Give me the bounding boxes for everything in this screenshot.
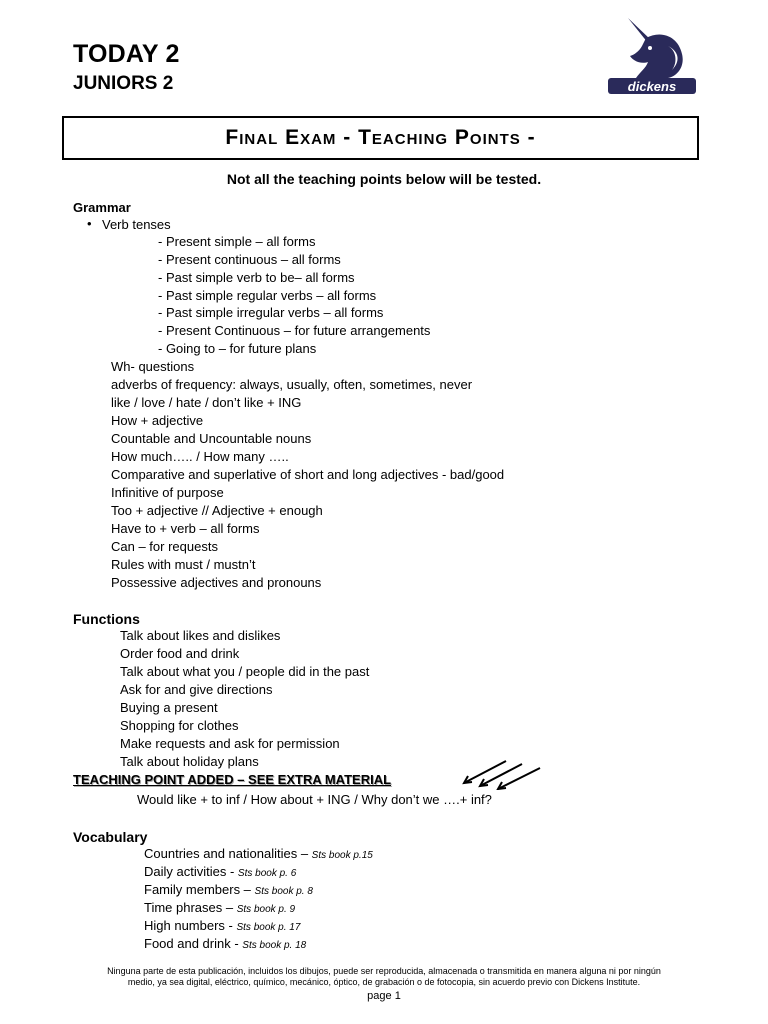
- vocabulary-topic: Family members –: [144, 882, 255, 897]
- vocabulary-topic: Time phrases –: [144, 900, 237, 915]
- grammar-item: Wh- questions: [111, 359, 195, 374]
- added-content: Would like + to inf / How about + ING / Why don’t we ….+ inf?: [137, 792, 492, 807]
- function-item: Order food and drink: [120, 646, 240, 661]
- book-reference: Sts book p.15: [311, 850, 373, 861]
- function-item: Talk about what you / people did in the past: [120, 664, 370, 679]
- tense-item: - Past simple verb to be– all forms: [158, 270, 355, 285]
- verb-tenses-label: Verb tenses: [102, 217, 171, 232]
- book-reference: Sts book p. 8: [254, 886, 313, 897]
- function-item: Make requests and ask for permission: [120, 736, 340, 751]
- unicorn-logo-icon: [606, 16, 698, 98]
- grammar-item: Comparative and superlative of short and long adjectives - bad/good: [111, 467, 505, 482]
- grammar-item: like / love / hate / don’t like + ING: [111, 395, 302, 410]
- tense-item: - Present Continuous – for future arrangements: [158, 323, 431, 338]
- svg-text:dickens: dickens: [627, 79, 677, 94]
- notice-text: Not all the teaching points below will be tested.: [226, 171, 542, 187]
- book-reference: Sts book p. 17: [236, 922, 301, 933]
- teaching-point-added-label: TEACHING POINT ADDED – SEE EXTRA MATERIAL: [73, 772, 392, 787]
- tense-item: - Present simple – all forms: [158, 234, 316, 249]
- function-item: Buying a present: [120, 700, 218, 715]
- page-number: page 1: [367, 990, 401, 1002]
- grammar-item: Can – for requests: [111, 539, 218, 554]
- function-item: Talk about likes and dislikes: [120, 628, 281, 643]
- functions-heading: Functions: [73, 611, 140, 627]
- bullet-icon: •: [87, 216, 92, 231]
- vocabulary-item: [144, 900, 295, 915]
- grammar-item: Rules with must / mustn’t: [111, 557, 256, 572]
- tense-item: - Present continuous – all forms: [158, 252, 341, 267]
- exam-title-box: [62, 116, 699, 160]
- vocabulary-item: [144, 936, 306, 951]
- vocabulary-topic: Daily activities -: [144, 864, 238, 879]
- exam-title: Final Exam - Teaching Points -: [225, 126, 536, 149]
- vocabulary-item: [144, 864, 296, 879]
- footer-line: medio, ya sea digital, eléctrico, químico, mecánico, óptico, de grabación o de fotocopia, sin acuerdo previo con Dickens Institute.: [127, 977, 641, 987]
- vocabulary-topic: Food and drink -: [144, 936, 243, 951]
- vocabulary-topic: Countries and nationalities –: [144, 846, 312, 861]
- copyright-footer: [60, 966, 708, 988]
- grammar-item: Countable and Uncountable nouns: [111, 431, 312, 446]
- function-item: Talk about holiday plans: [120, 754, 259, 769]
- grammar-item: Possessive adjectives and pronouns: [111, 575, 322, 590]
- tense-item: - Going to – for future plans: [158, 341, 317, 356]
- vocabulary-item: [144, 846, 373, 861]
- vocabulary-item: [144, 882, 313, 897]
- tense-item: - Past simple regular verbs – all forms: [158, 288, 377, 303]
- tense-item: - Past simple irregular verbs – all forms: [158, 305, 384, 320]
- book-reference: Sts book p. 6: [237, 868, 297, 879]
- vocabulary-topic: High numbers -: [144, 918, 237, 933]
- dickens-logo: [606, 16, 698, 98]
- grammar-item: Have to + verb – all forms: [111, 521, 260, 536]
- arrows-icon: [458, 758, 544, 790]
- grammar-item: How + adjective: [111, 413, 204, 428]
- footer-line: Ninguna parte de esta publicación, incluidos los dibujos, puede ser reproducida, almacenada o transmitida en manera alguna ni por ningún: [107, 966, 661, 976]
- grammar-item: Too + adjective // Adjective + enough: [111, 503, 323, 518]
- function-item: Shopping for clothes: [120, 718, 239, 733]
- book-reference: Sts book p. 9: [236, 904, 296, 915]
- grammar-heading: Grammar: [73, 200, 131, 215]
- vocabulary-heading: Vocabulary: [73, 829, 148, 845]
- vocabulary-item: [144, 918, 300, 933]
- document-title: TODAY 2: [73, 40, 180, 68]
- book-reference: Sts book p. 18: [242, 940, 307, 951]
- document-subtitle: JUNIORS 2: [73, 73, 174, 94]
- function-item: Ask for and give directions: [120, 682, 273, 697]
- grammar-item: adverbs of frequency: always, usually, often, sometimes, never: [111, 377, 473, 392]
- grammar-item: Infinitive of purpose: [111, 485, 224, 500]
- grammar-item: How much….. / How many …..: [111, 449, 289, 464]
